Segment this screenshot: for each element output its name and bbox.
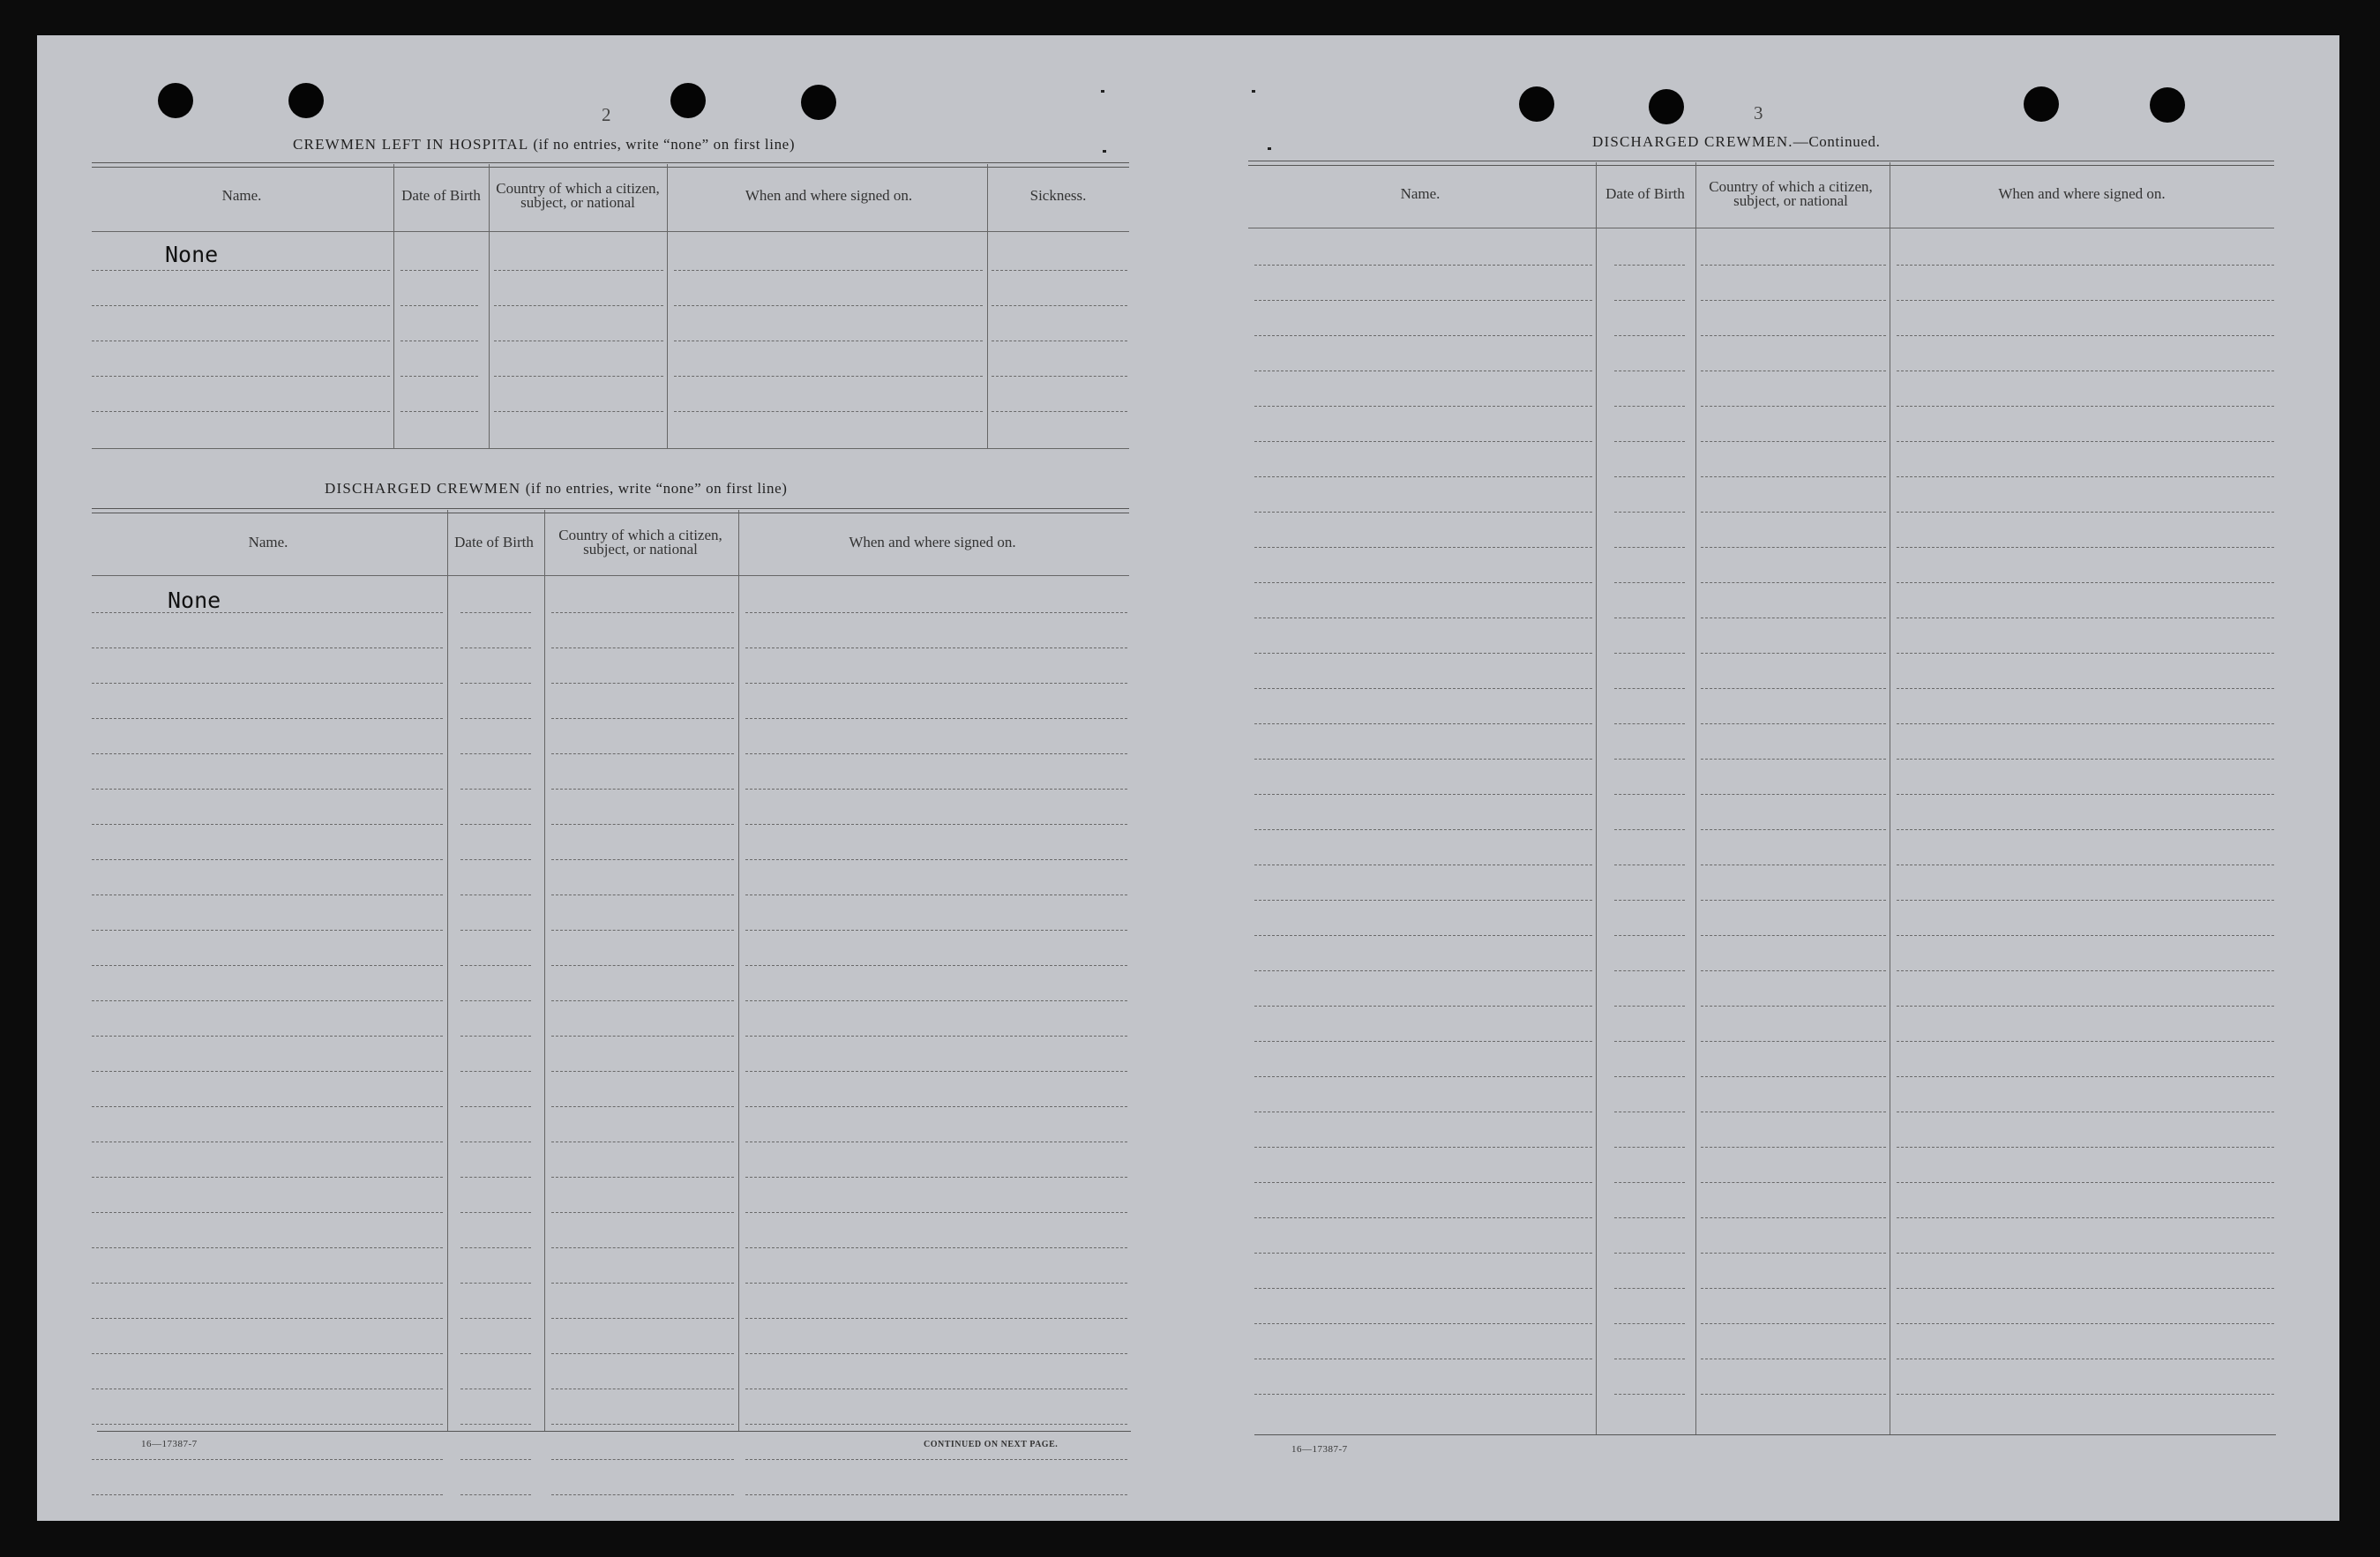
entry-line [460, 1283, 531, 1284]
hospital-section-title [293, 136, 795, 153]
entry-line [1897, 582, 2274, 583]
continued-suffix: —Continued. [1792, 133, 1881, 150]
entry-line [400, 270, 478, 271]
entry-line [1254, 582, 1592, 583]
entry-line [92, 965, 443, 966]
entry-line [745, 824, 1127, 825]
entry-line [92, 270, 390, 271]
hospital-bottom-rule [92, 448, 1129, 449]
entry-line [92, 789, 443, 790]
entry-line [1254, 688, 1592, 689]
discharged-entry-name: None [168, 588, 221, 613]
entry-line [1254, 1288, 1592, 1289]
entry-line [1254, 794, 1592, 795]
entry-line [92, 718, 443, 719]
column-divider [489, 164, 490, 448]
hospital-entry-name: None [165, 242, 219, 267]
entry-line [1897, 829, 2274, 830]
column-header-signed-on: When and where signed on. [745, 187, 913, 204]
entry-line [1614, 406, 1685, 407]
entry-line [1701, 1394, 1886, 1395]
punch-hole [801, 85, 836, 120]
entry-line [1614, 759, 1685, 760]
column-header-name: Name. [221, 187, 262, 204]
entry-line [1701, 1217, 1886, 1218]
entry-line [745, 1353, 1127, 1354]
entry-line [1897, 900, 2274, 901]
column-header-signed-on: When and where signed on. [849, 534, 1016, 550]
entry-line [1897, 1147, 2274, 1148]
column-header-date-of-birth: Date of Birth [454, 534, 534, 550]
entry-line [1254, 935, 1592, 936]
entry-line [992, 376, 1127, 377]
entry-line [1897, 970, 2274, 971]
entry-line [460, 1247, 531, 1248]
entry-line [494, 411, 663, 412]
entry-line [1614, 1288, 1685, 1289]
entry-line [1897, 265, 2274, 266]
entry-line [1254, 1006, 1592, 1007]
entry-line [745, 1000, 1127, 1001]
entry-line [92, 824, 443, 825]
entry-line [745, 930, 1127, 931]
entry-line [92, 612, 443, 613]
entry-line [1254, 1041, 1592, 1042]
entry-line [1897, 1182, 2274, 1183]
column-header-name: Name. [1400, 185, 1441, 202]
entry-line [1701, 476, 1886, 477]
entry-line [460, 612, 531, 613]
entry-line [992, 305, 1127, 306]
entry-line [745, 1283, 1127, 1284]
entry-line [1614, 653, 1685, 654]
entry-line [1614, 970, 1685, 971]
entry-line [92, 1247, 443, 1248]
speck [1103, 150, 1106, 153]
discharged-title: DISCHARGED CREWMEN [325, 480, 521, 497]
entry-line [1254, 1217, 1592, 1218]
column-header-date-of-birth: Date of Birth [401, 187, 481, 204]
entry-line [460, 1318, 531, 1319]
entry-line [1254, 300, 1592, 301]
entry-line [1254, 1147, 1592, 1148]
entry-line [92, 930, 443, 931]
column-divider [987, 164, 988, 448]
column-header-date-of-birth: Date of Birth [1605, 185, 1685, 202]
entry-line [92, 859, 443, 860]
entry-line [460, 1494, 531, 1495]
entry-line [1614, 1006, 1685, 1007]
entry-line [460, 1459, 531, 1460]
entry-line [460, 1106, 531, 1107]
entry-line [1254, 759, 1592, 760]
entry-line [745, 1036, 1127, 1037]
left-page [37, 35, 1210, 1521]
entry-line [1701, 1288, 1886, 1289]
entry-line [400, 305, 478, 306]
entry-line [1254, 476, 1592, 477]
entry-line [92, 1177, 443, 1178]
entry-line [551, 1494, 734, 1495]
entry-line [1701, 547, 1886, 548]
discharged-note: (if no entries, write “none” on first line) [525, 480, 788, 497]
entry-line [1614, 1147, 1685, 1148]
entry-line [1897, 723, 2274, 724]
continued-note: CONTINUED ON NEXT PAGE. [924, 1440, 1059, 1449]
entry-line [1897, 441, 2274, 442]
column-divider [1695, 162, 1696, 1434]
entry-line [551, 1106, 734, 1107]
entry-line [1897, 1394, 2274, 1395]
entry-line [551, 1424, 734, 1425]
entry-line [745, 1071, 1127, 1072]
entry-line [551, 1459, 734, 1460]
entry-line [460, 1212, 531, 1213]
entry-line [1897, 476, 2274, 477]
entry-line [1897, 935, 2274, 936]
entry-line [1701, 1147, 1886, 1148]
entry-line [1254, 1182, 1592, 1183]
entry-line [992, 270, 1127, 271]
entry-line [551, 1212, 734, 1213]
entry-line [1897, 1076, 2274, 1077]
entry-line [745, 859, 1127, 860]
column-divider [544, 510, 545, 1431]
entry-line [1614, 582, 1685, 583]
entry-line [1897, 406, 2274, 407]
entry-line [460, 1000, 531, 1001]
form-number: 16—17387-7 [1291, 1444, 1348, 1455]
entry-line [1254, 1253, 1592, 1254]
discharged-title: DISCHARGED CREWMEN. [1592, 133, 1793, 150]
entry-line [551, 824, 734, 825]
right-bottom-rule [1254, 1434, 2276, 1435]
entry-line [745, 1318, 1127, 1319]
punch-hole [1519, 86, 1554, 122]
entry-line [745, 965, 1127, 966]
entry-line [551, 1000, 734, 1001]
entry-line [1614, 900, 1685, 901]
entry-line [460, 1177, 531, 1178]
entry-line [551, 1247, 734, 1248]
right-page [1200, 35, 2339, 1521]
entry-line [1614, 1253, 1685, 1254]
entry-line [92, 411, 390, 412]
entry-line [1614, 1394, 1685, 1395]
entry-line [494, 376, 663, 377]
entry-line [1701, 900, 1886, 901]
entry-line [1614, 512, 1685, 513]
entry-line [1701, 1253, 1886, 1254]
column-divider [738, 510, 739, 1431]
hospital-title: CREWMEN LEFT IN HOSPITAL [293, 136, 528, 153]
entry-line [551, 753, 734, 754]
form-number: 16—17387-7 [141, 1439, 198, 1449]
column-divider [393, 164, 394, 448]
entry-line [494, 305, 663, 306]
entry-line [551, 1353, 734, 1354]
entry-line [551, 718, 734, 719]
entry-line [92, 1036, 443, 1037]
entry-line [745, 1106, 1127, 1107]
entry-line [92, 1353, 443, 1354]
entry-line [1614, 688, 1685, 689]
entry-line [1701, 1182, 1886, 1183]
entry-line [551, 965, 734, 966]
entry-line [1897, 547, 2274, 548]
entry-line [1897, 1323, 2274, 1324]
entry-line [1254, 653, 1592, 654]
entry-line [1701, 1041, 1886, 1042]
entry-line [1254, 1394, 1592, 1395]
entry-line [92, 1424, 443, 1425]
entry-line [1614, 1182, 1685, 1183]
entry-line [1701, 406, 1886, 407]
entry-line [460, 824, 531, 825]
entry-line [1701, 582, 1886, 583]
entry-line [551, 859, 734, 860]
entry-line [1254, 900, 1592, 901]
entry-line [1254, 723, 1592, 724]
entry-line [745, 1459, 1127, 1460]
entry-line [1701, 512, 1886, 513]
column-header-country: Country of which a citizen, subject, or national [496, 180, 660, 211]
entry-line [1701, 935, 1886, 936]
entry-line [460, 718, 531, 719]
entry-line [92, 376, 390, 377]
entry-line [1254, 1076, 1592, 1077]
entry-line [1897, 335, 2274, 336]
entry-line [92, 1071, 443, 1072]
entry-line [745, 1424, 1127, 1425]
page-number: 2 [602, 104, 611, 125]
punch-hole [2150, 87, 2185, 123]
entry-line [1897, 1217, 2274, 1218]
punch-hole [158, 83, 193, 118]
entry-line [745, 1247, 1127, 1248]
entry-line [92, 1494, 443, 1495]
speck [1268, 147, 1271, 150]
entry-line [1897, 653, 2274, 654]
speck [1252, 90, 1255, 93]
entry-line [460, 753, 531, 754]
entry-line [1701, 441, 1886, 442]
entry-line [551, 1036, 734, 1037]
punch-hole [1649, 89, 1684, 124]
entry-line [92, 753, 443, 754]
entry-line [1254, 335, 1592, 336]
entry-line [1614, 1041, 1685, 1042]
entry-line [92, 1318, 443, 1319]
entry-line [92, 1106, 443, 1107]
entry-line [1614, 265, 1685, 266]
entry-line [551, 683, 734, 684]
entry-line [551, 1318, 734, 1319]
entry-line [1254, 547, 1592, 548]
entry-line [1614, 547, 1685, 548]
speck [1101, 90, 1104, 93]
entry-line [1701, 653, 1886, 654]
entry-line [551, 930, 734, 931]
column-header-sickness: Sickness. [1029, 187, 1087, 204]
entry-line [1897, 1041, 2274, 1042]
entry-line [460, 1036, 531, 1037]
page-number: 3 [1754, 102, 1763, 124]
entry-line [400, 376, 478, 377]
entry-line [1254, 406, 1592, 407]
entry-line [1614, 794, 1685, 795]
entry-line [1701, 1006, 1886, 1007]
entry-line [1897, 688, 2274, 689]
column-header-name: Name. [248, 534, 288, 550]
entry-line [1897, 794, 2274, 795]
entry-line [1701, 723, 1886, 724]
entry-line [1614, 935, 1685, 936]
hospital-note: (if no entries, write “none” on first line) [533, 136, 796, 153]
discharged-bottom-rule [97, 1431, 1131, 1432]
entry-line [460, 1353, 531, 1354]
entry-line [551, 1071, 734, 1072]
entry-line [460, 965, 531, 966]
entry-line [745, 789, 1127, 790]
entry-line [460, 1071, 531, 1072]
entry-line [1254, 970, 1592, 971]
entry-line [1897, 1288, 2274, 1289]
entry-line [1614, 1323, 1685, 1324]
entry-line [1254, 829, 1592, 830]
entry-line [92, 1459, 443, 1460]
entry-line [92, 683, 443, 684]
discharged-section-title [325, 480, 788, 498]
entry-line [745, 683, 1127, 684]
punch-hole [2024, 86, 2059, 122]
entry-line [1254, 512, 1592, 513]
entry-line [92, 305, 390, 306]
entry-line [494, 270, 663, 271]
entry-line [460, 789, 531, 790]
entry-line [745, 612, 1127, 613]
hospital-header-rule [92, 231, 1129, 232]
entry-line [1897, 512, 2274, 513]
column-header-signed-on: When and where signed on. [1998, 185, 2166, 202]
entry-line [1701, 794, 1886, 795]
entry-line [1614, 1217, 1685, 1218]
entry-line [674, 270, 983, 271]
entry-line [1897, 1006, 2274, 1007]
entry-line [92, 1283, 443, 1284]
entry-line [674, 376, 983, 377]
entry-line [1701, 688, 1886, 689]
entry-line [92, 1212, 443, 1213]
entry-line [1701, 265, 1886, 266]
entry-line [1701, 300, 1886, 301]
entry-line [460, 859, 531, 860]
column-header-country: Country of which a citizen, subject, or national [558, 527, 722, 558]
entry-line [1254, 265, 1592, 266]
entry-line [460, 683, 531, 684]
entry-line [1897, 300, 2274, 301]
entry-line [1254, 1323, 1592, 1324]
entry-line [551, 1283, 734, 1284]
entry-line [400, 411, 478, 412]
entry-line [745, 1177, 1127, 1178]
entry-line [745, 718, 1127, 719]
entry-line [1614, 1076, 1685, 1077]
entry-line [460, 1424, 531, 1425]
entry-line [551, 789, 734, 790]
entry-line [92, 1000, 443, 1001]
column-divider [447, 510, 448, 1431]
punch-hole [288, 83, 324, 118]
column-divider [1596, 162, 1597, 1434]
entry-line [1701, 970, 1886, 971]
entry-line [1701, 1323, 1886, 1324]
entry-line [551, 612, 734, 613]
entry-line [1897, 1253, 2274, 1254]
column-header-country: Country of which a citizen, subject, or national [1709, 178, 1873, 209]
punch-hole [670, 83, 706, 118]
discharged-continued-title [1592, 133, 1880, 151]
entry-line [745, 753, 1127, 754]
entry-line [1614, 476, 1685, 477]
entry-line [1254, 441, 1592, 442]
entry-line [1614, 723, 1685, 724]
entry-line [992, 411, 1127, 412]
entry-line [460, 930, 531, 931]
entry-line [1701, 335, 1886, 336]
column-divider [667, 164, 668, 448]
entry-line [551, 1177, 734, 1178]
entry-line [745, 1212, 1127, 1213]
entry-line [1897, 759, 2274, 760]
discharged-header-rule [92, 575, 1129, 576]
entry-line [745, 1494, 1127, 1495]
entry-line [1701, 759, 1886, 760]
entry-line [1614, 300, 1685, 301]
entry-line [1701, 829, 1886, 830]
entry-line [674, 305, 983, 306]
entry-line [1614, 335, 1685, 336]
entry-line [1614, 829, 1685, 830]
entry-line [674, 411, 983, 412]
entry-line [1614, 441, 1685, 442]
entry-line [1701, 1076, 1886, 1077]
